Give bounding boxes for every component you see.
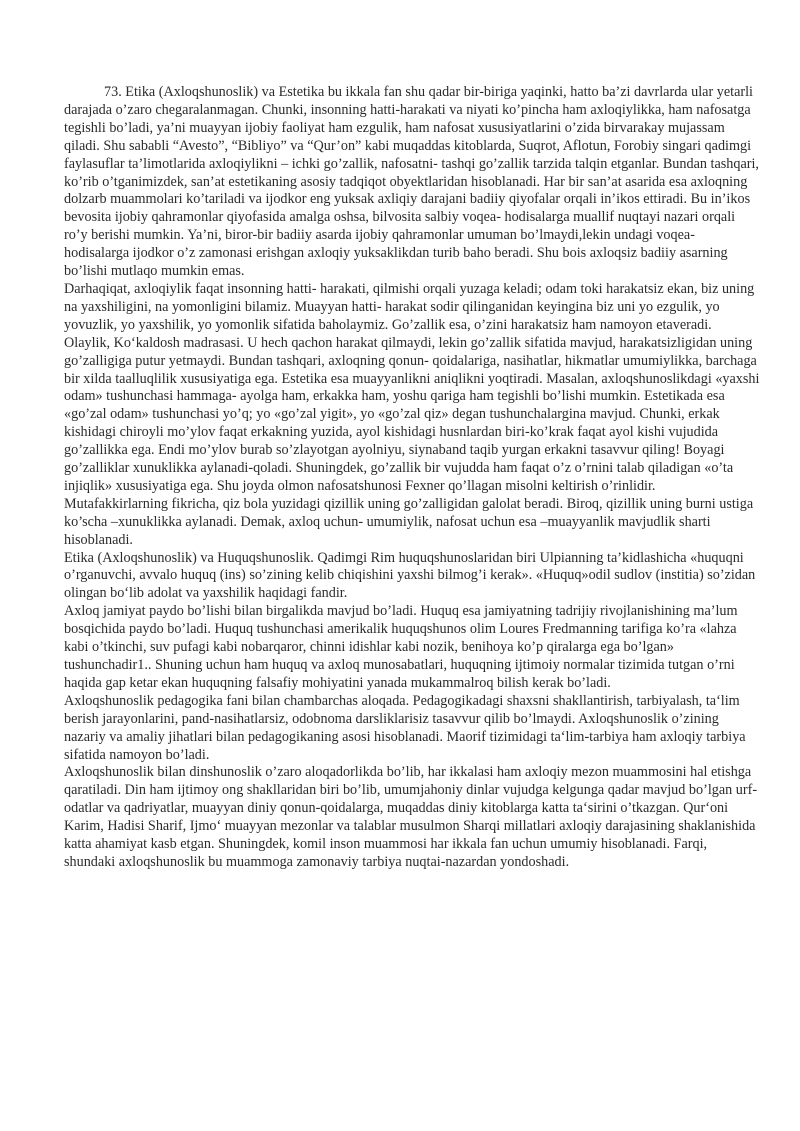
paragraph-axloq-pedagogika: Axloqshunoslik pedagogika fani bilan chambarchas aloqada. Pedagogikadagi shaxsni shakllantirish, tarbiyalash, ta‘lim berish jarayonlarini, pand-nasihatlarsiz, odobnoma darsliklarisiz tasavvur qilib bo’lmaydi. Axloqshunoslik o’zining nazariy va amaliy jihatlari bilan pedagogikaning asosi hisoblanadi. Maorif tizimidagi ta‘lim-tarbiya ham axloqiy tarbiya sifatida namoyon bo’ladi. [64, 692, 746, 763]
paragraph-axloq-dinshunoslik: Axloqshunoslik bilan dinshunoslik o’zaro aloqadorlikda bo’lib, har ikkalasi ham axloqiy mezon muammosini hal etishga qaratiladi. Din ham ijtimoy ong shakllaridan biri bo’lib, umumjahoniy dinlar vujudga kelgunga qadar mavjud bo’lgan urf-odatlar va qadriyatlar, muayyan diniy qonun-qoidalarga, muqaddas diniy kitoblarga katta ta‘sirini o’tkazgan. Qur‘oni Karim, Hadisi Sharif, Ijmo‘ muayyan mezonlar va talablar musulmon Sharqi millatlari axloqiy darajasining shaklanishida katta ahamiyat kasb etgan. Shuningdek, komil inson muammosi har ikkala fan uchun umumiy hisoblanadi. Farqi, shundaki axloqshunoslik bu muammoga zamonaviy tarbiya nuqtai-nazardan yondoshadi. [64, 764, 758, 870]
paragraph-axloqiylik-harakat: Darhaqiqat, axloqiylik faqat insonning hatti- harakati, qilmishi orqali yuzaga keladi; odam toki harakatsiz ekan, biz uning na yaxshiligini, na yomonligini bilamiz. Muayyan hatti- harakat sodir qilinganidan keyingina biz uni yo ezgulik, yo yovuzlik, yo yaxshilik, yo yomonlik sifatida baholaymiz. Go’zallik esa, o’zini harakatsiz ham namoyon etaveradi. Olaylik, Ko‘kaldosh madrasasi. U hech qachon harakat qilmaydi, lekin go’zallik sifatida mavjud, harakatsizligidan uning go’zalligiga putur yetmaydi. Bundan tashqari, axloqning qonun- qoidalariga, nasihatlar, hikmatlar umumiylikka, barchaga bir xilda taalluqlilik xususiyatiga ega. Estetika esa muayyanlikni aniqlikni yoqtiradi. Masalan, axloqshunoslikdagi «yaxshi odam» tushunchasi hammaga- ayolga ham, erkakka ham, yoshu qariga ham tegishli bo’lishi mumkin. Estetikada esa «go’zal odam» tushunchasi yo’q; yo «go’zal yigit», yo «go’zal qiz» degan tushunchalargina mavjud. Chunki, erkak kishidagi chiroyli mo’ylov faqat erkakning yuzida, ayol kishidagi husnlardan biri-ko’krak faqat ayol kishi vujudida go’zallikka ega. Endi mo’ylov burab so’zlayotgan ayolniyu, siynaband taqib yurgan erkakni tasavvur qiling! Boyagi go’zalliklar xunuklikka aylanadi-qoladi. Shuningdek, go’zallik bir vujudda ham faqat o’z o’rnini talab qiladigan «o’ta injiqlik» xususiyatiga ega. Shu joyda olmon nafosatshunosi Fexner qo’llagan misolni keltirish o’rinlidir. Mutafakkirlarning fikricha, qiz bola yuzidagi qizillik uning go’zalligidan galolat beradi. Biroq, qizillik uning burni ustiga ko’scha –xunuklikka aylanadi. Demak, axloq uchun- umumiylik, nafosat uchun esa –muayyanlik mavjudlik sharti hisoblanadi. [64, 280, 760, 548]
paragraph-axloq-huquq: Axloq jamiyat paydo bo’lishi bilan birgalikda mavjud bo’ladi. Huquq esa jamiyatning tadrijiy rivojlanishining ma’lum bosqichida paydo bo’ladi. Huquq tushunchasi amerikalik huquqshunos olim Loures Fredmanning tarifiga ko’ra «lahza kabi o’tkinchi, suv pufagi kabi nobarqaror, chinni idishlar kabi nozik, benihoya ko’p qiralarga ega bo’lgan» tushunchadir1.. Shuning uchun ham huquq va axloq munosabatlari, huquqning ijtimoiy normalar tizimida tutgan o’rni haqida gap ketar ekan huquqning falsafiy mohiyatini yanada mukammalroq bilish kerak bo’ladi. [64, 603, 738, 691]
paragraph-etika-estetika: 73. Etika (Axloqshunoslik) va Estetika bu ikkala fan shu qadar bir-biriga yaqinki, hatto ba’zi davrlarda ular yetarli darajada o’zaro chegaralanmagan. Chunki, insonning hatti-harakati va niyati ko’pincha ham axloqiylikka, ham nafosatga tegishli bo’ladi, ya’ni muayyan ijobiy faoliyat ham ezgulik, ham nafosat xususiyatlarini o’zida birvarakay mujassam qiladi. Shu sababli “Avesto”, “Bibliyo” va “Qur’on” kabi muqaddas kitoblarda, Suqrot, Aflotun, Forobiy singari qadimgi faylasuflar ta’limotlarida axloqiylikni – ichki go’zallik, nafosatni- tashqi go’zallik tarzida talqin etganlar. Bundan tashqari, ko’rib o’tganimizdek, san’at estetikaning asosiy tadqiqot obyektlaridan hisoblanadi. Har bir san’at asarida esa axloqning dolzarb muammolari ko’tariladi va ijodkor eng yuksak axliqiy darajani badiiy qiyofalar orqali in’ikos ettiradi. Bu in’ikos bevosita ijobiy qahramonlar qiyofasida amalga oshsa, bilvosita salbiy voqea- hodisalarga muallif nuqtayi nazari orqali ro’y berishi mumkin. Ya’ni, biror-bir badiiy asarda ijobiy qahramonlar umuman bo’lmaydi,lekin undagi voqea- hodisalarga ijodkor o’z zamonasi erishgan axloqiy yuksaklikdan turib baho beradi. Shu bois axloqsiz badiiy asarning bo’lishi mutlaqo mumkin emas. [64, 84, 759, 280]
paragraph-etika-huquqshunoslik: Etika (Axloqshunoslik) va Huquqshunoslik. Qadimgi Rim huquqshunoslaridan biri Ulpianning ta’kidlashicha «huquqni o’rganuvchi, avvalo huquq (ins) so’zining kelib chiqishini yaxshi bilmog’i kerak». «Huquq»odil sudlov (institia) so’zidan olingan bo‘lib adolat va yaxshilik haqidagi fandir. [64, 549, 756, 602]
